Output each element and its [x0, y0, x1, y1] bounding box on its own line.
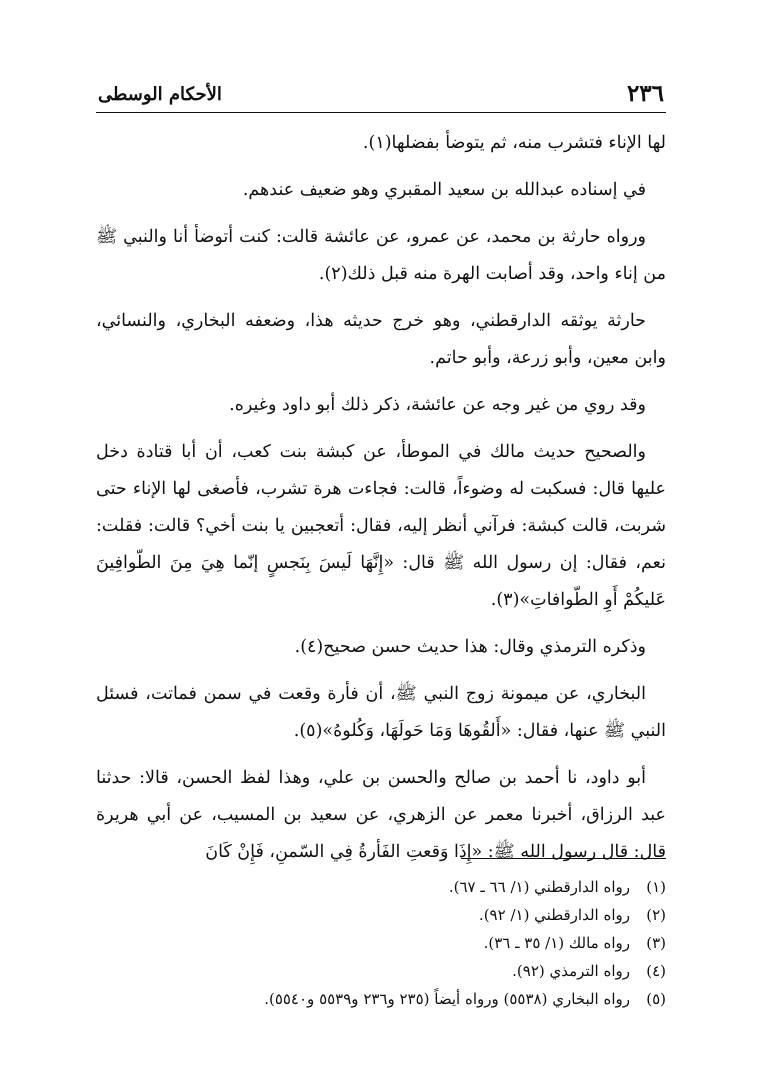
running-title: الأحكام الوسطى	[98, 84, 222, 105]
footnote-text: رواه مالك (١/ ٣٥ ـ ٣٦).	[483, 934, 630, 952]
paragraph: والصحيح حديث مالك في الموطأ، عن كبشة بنت كعب، أن أبا قتادة دخل عليها قال: فسكبت له وضوءاً، قالت: فجاءت هرة تشرب، فأصغى لها الإناء حتى شربت، قالت كبشة: فرآني أنظر إليه، فقال: أتعجبين يا بنت أخي؟ قالت: فقلت: نعم، فقال: إن رسول الله ﷺ قال: «إِنَّهَا لَيسَ بِنَجسٍ إنّما هِيَ مِنَ الطّوافِينَ عَليكُمْ أَوِ الطّوافاتِ»(٣).	[96, 442, 666, 610]
paragraph: وذكره الترمذي وقال: هذا حديث حسن صحيح(٤).	[294, 637, 646, 657]
footnote-text: رواه البخاري (٥٥٣٨) ورواه أيضاً (٢٣٥ و٢٣٦ و٥٥٣٩ و٥٥٤٠).	[264, 990, 630, 1008]
page-header	[96, 78, 666, 113]
footnote-divider	[461, 858, 666, 859]
footnote	[96, 901, 666, 929]
paragraph: ورواه حارثة بن محمد، عن عمرو، عن عائشة قالت: كنت أتوضأ أنا والنبي ﷺ من إناء واحد، وقد أصابت الهرة منه قبل ذلك(٢).	[96, 227, 666, 284]
footnote-number: (٢)	[646, 906, 666, 924]
paragraph: وقد روي من غير وجه عن عائشة، ذكر ذلك أبو داود وغيره.	[229, 395, 646, 415]
footnote-number: (٥)	[646, 990, 666, 1008]
paragraph: لها الإناء فتشرب منه، ثم يتوضأ بفضلها(١).	[362, 133, 666, 153]
paragraph: في إسناده عبدالله بن سعيد المقبري وهو ضعيف عندهم.	[242, 180, 646, 200]
footnote-number: (٤)	[646, 962, 666, 980]
footnote-text: رواه الدارقطني (١/ ٦٦ ـ ٦٧).	[448, 878, 630, 896]
paragraph: أبو داود، نا أحمد بن صالح والحسن بن علي، وهذا لفظ الحسن، قالا: حدثنا عبد الرزاق، أخبرنا معمر عن الزهري، عن سعيد بن المسيب، عن أبي هريرة قال: قال رسول الله ﷺ: «إِذَا وَقعتِ الفَأرةُ فِي السّمنِ، فَإِنْ كَانَ	[96, 768, 666, 862]
footnote	[96, 873, 666, 901]
footnotes	[96, 873, 666, 1013]
page-number: ٢٣٦	[626, 80, 664, 107]
footnote-number: (٣)	[646, 934, 666, 952]
paragraph: البخاري، عن ميمونة زوج النبي ﷺ، أن فأرة وقعت في سمن فماتت، فسئل النبي ﷺ عنها، فقال: «أَلقُوهَا وَمَا حَولَهَا، وَكُلوهُ»(٥).	[96, 684, 666, 741]
footnote	[96, 929, 666, 957]
paragraph: حارثة يوثقه الدارقطني، وهو خرج حديثه هذا، وضعفه البخاري، والنسائي، وابن معين، وأبو زرعة، وأبو حاتم.	[96, 311, 666, 368]
footnote-text: رواه الترمذي (٩٢).	[512, 962, 630, 980]
book-page	[96, 78, 666, 1018]
body-text	[96, 125, 666, 871]
footnote	[96, 957, 666, 985]
footnote-number: (١)	[646, 878, 666, 896]
footnote	[96, 985, 666, 1013]
footnote-text: رواه الدارقطني (١/ ٩٢).	[478, 906, 630, 924]
